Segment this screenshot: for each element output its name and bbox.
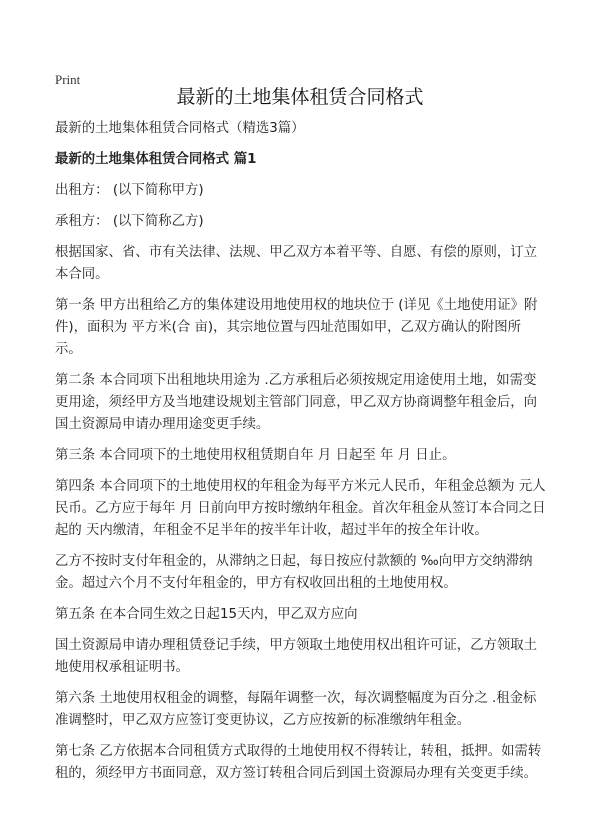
document-body [55,118,547,794]
clause-6: 第六条 土地使用权租金的调整，每隔年调整一次，每次调整幅度为百分之 .租金标准调整时，甲乙双方应签订变更协议，乙方应按新的标准缴纳年租金。 [55,691,537,728]
clause-2: 第二条 本合同项下出租地块用途为 .乙方承租后必须按规定用途使用土地，如需变更用途，须经甲方及当地建设规划主管部门同意，甲乙双方协商调整年租金后，向国土资源局申请办理用途变更手续。 [55,373,538,432]
clause-7: 第七条 乙方依据本合同租赁方式取得的土地使用权不得转让，转租，抵押。如需转租的，须经甲方书面同意，双方签订转租合同后到国土资源局办理有关变更手续。 [55,744,542,781]
subtitle: 最新的土地集体租赁合同格式（精选3篇） [55,121,305,136]
clause-4-penalty: 乙方不按时支付年租金的，从滞纳之日起，每日按应付款额的 ‰向甲方交纳滞纳金。超过六个月不支付年租金的，甲方有权收回出租的土地使用权。 [55,554,533,591]
clause-4: 第四条 本合同项下的土地使用权的年租金为每平方米元人民币，年租金总额为 元人民币。乙方应于每年 月 日前向甲方按时缴纳年租金。首次年租金从签订本合同之日起的 天内缴清，年租金不足半年的按半年计收，超过半年的按全年计收。 [55,479,546,538]
clause-5-cont: 国土资源局申请办理租赁登记手续，甲方领取土地使用权出租许可证，乙方领取土地使用权承租证明书。 [55,638,538,675]
print-link[interactable]: Print [55,72,81,87]
paragraph-lessee: 承租方： (以下简称乙方) [55,214,204,229]
paragraph-lessor: 出租方： (以下简称甲方) [55,183,204,198]
document-title: 最新的土地集体租赁合同格式 [176,86,424,108]
clause-5: 第五条 在本合同生效之日起15天内，甲乙双方应向 [55,607,358,622]
section-heading: 最新的土地集体租赁合同格式 篇1 [55,152,257,167]
clause-3: 第三条 本合同项下的土地使用权租赁期自年 月 日起至 年 月 日止。 [55,448,456,463]
clause-1: 第一条 甲方出租给乙方的集体建设用地使用权的地块位于 (详见《土地使用证》附件)，面积为 平方米(合 亩)，其宗地位置与四址范围如甲，乙双方确认的附图所示。 [55,298,538,357]
paragraph-preamble: 根据国家、省、市有关法律、法规、甲乙双方本着平等、自愿、有偿的原则，订立本合同。 [55,245,538,282]
